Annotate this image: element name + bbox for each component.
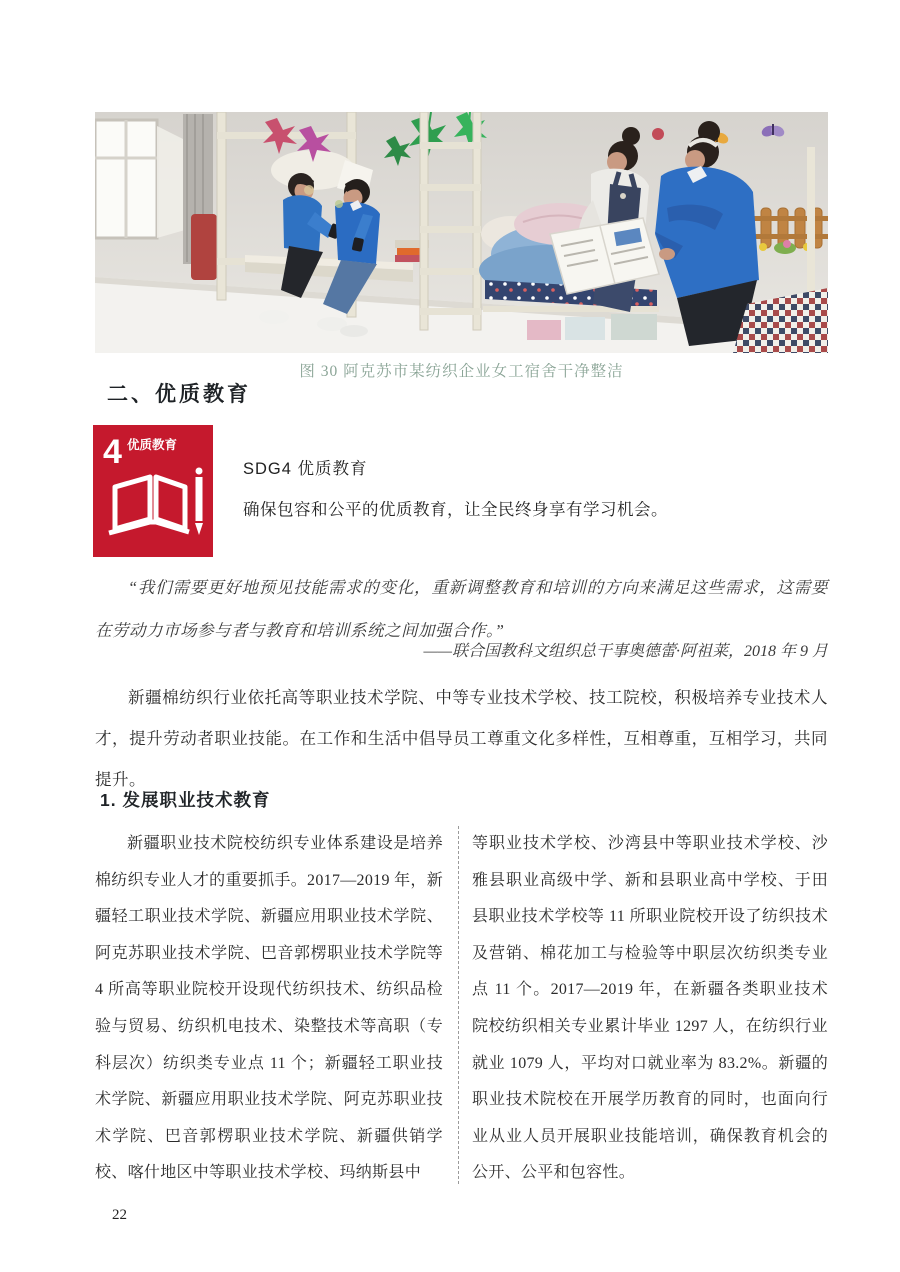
window <box>95 120 185 238</box>
sdg4-book-icon <box>93 425 213 557</box>
svg-text:4: 4 <box>103 433 122 471</box>
left-column-text: 新疆职业技术院校纺织专业体系建设是培养棉纺织专业人才的重要抓手。2017—2019 年，新疆轻工职业技术学院、新疆应用职业技术学院、阿克苏职业技术学院、巴音郭楞职业技术学院等 4 所高等职业院校开设现代纺织技术、纺织品检验与贸易、纺织机电技术、染整技术等高职（专科层次）纺织类专业点 11 个；新疆轻工职业技术学院、新疆应用职业技术学院、阿克苏职业技术学院、巴音郭楞职业技术学院、新疆供销学校、喀什地区中等职业技术学校、玛纳斯县中 <box>95 835 443 1182</box>
svg-text:优质教育: 优质教育 <box>127 438 178 452</box>
page-number: 22 <box>112 1207 127 1223</box>
quote-attribution: ——联合国教科文组织总干事奥德蕾·阿祖莱，2018 年 9 月 <box>423 643 828 660</box>
right-bed-post <box>807 147 815 292</box>
two-column-body <box>95 826 828 1184</box>
dormitory-photo <box>95 112 828 353</box>
sdg4-icon <box>93 425 213 557</box>
subsection-heading: 1. 发展职业技术教育 <box>100 790 271 810</box>
sdg4-title: SDG4 优质教育 <box>243 460 368 478</box>
intro-paragraph: 新疆棉纺织行业依托高等职业技术学院、中等专业技术学校、技工院校，积极培养专业技术人才，提升劳动者职业技能。在工作和生活中倡导员工尊重文化多样性，互相尊重，互相学习，共同提升。 <box>95 688 828 789</box>
red-suitcase <box>191 214 217 280</box>
dormitory-photo-illustration <box>95 112 828 353</box>
quote-text: “我们需要更好地预见技能需求的变化，重新调整教育和培训的方向来满足这些需求，这需要在劳动力市场参与者与教育和培训系统之间加强合作。” <box>95 578 828 640</box>
sdg4-description: 确保包容和公平的优质教育，让全民终身享有学习机会。 <box>243 501 668 519</box>
section-heading: 二、优质教育 <box>107 383 251 406</box>
figure-caption: 图 30 阿克苏市某纺织企业女工宿舍干净整洁 <box>299 363 624 380</box>
right-column-text: 等职业技术学校、沙湾县中等职业技术学校、沙雅县职业高级中学、新和县职业高中学校、于田县职业技术学校等 11 所职业院校开设了纺织技术及营销、棉花加工与检验等中职层次纺织类专业点 11 个。2017—2019 年，在新疆各类职业技术院校纺织相关专业累计毕业 1297 人，在纺织行业就业 1079 人，平均对口就业率为 83.2%。新疆的职业技术院校在开展学历教育的同时，也面向行业从业人员开展职业技能培训，确保教育机会的公开、公平和包容性。 <box>458 826 828 1184</box>
